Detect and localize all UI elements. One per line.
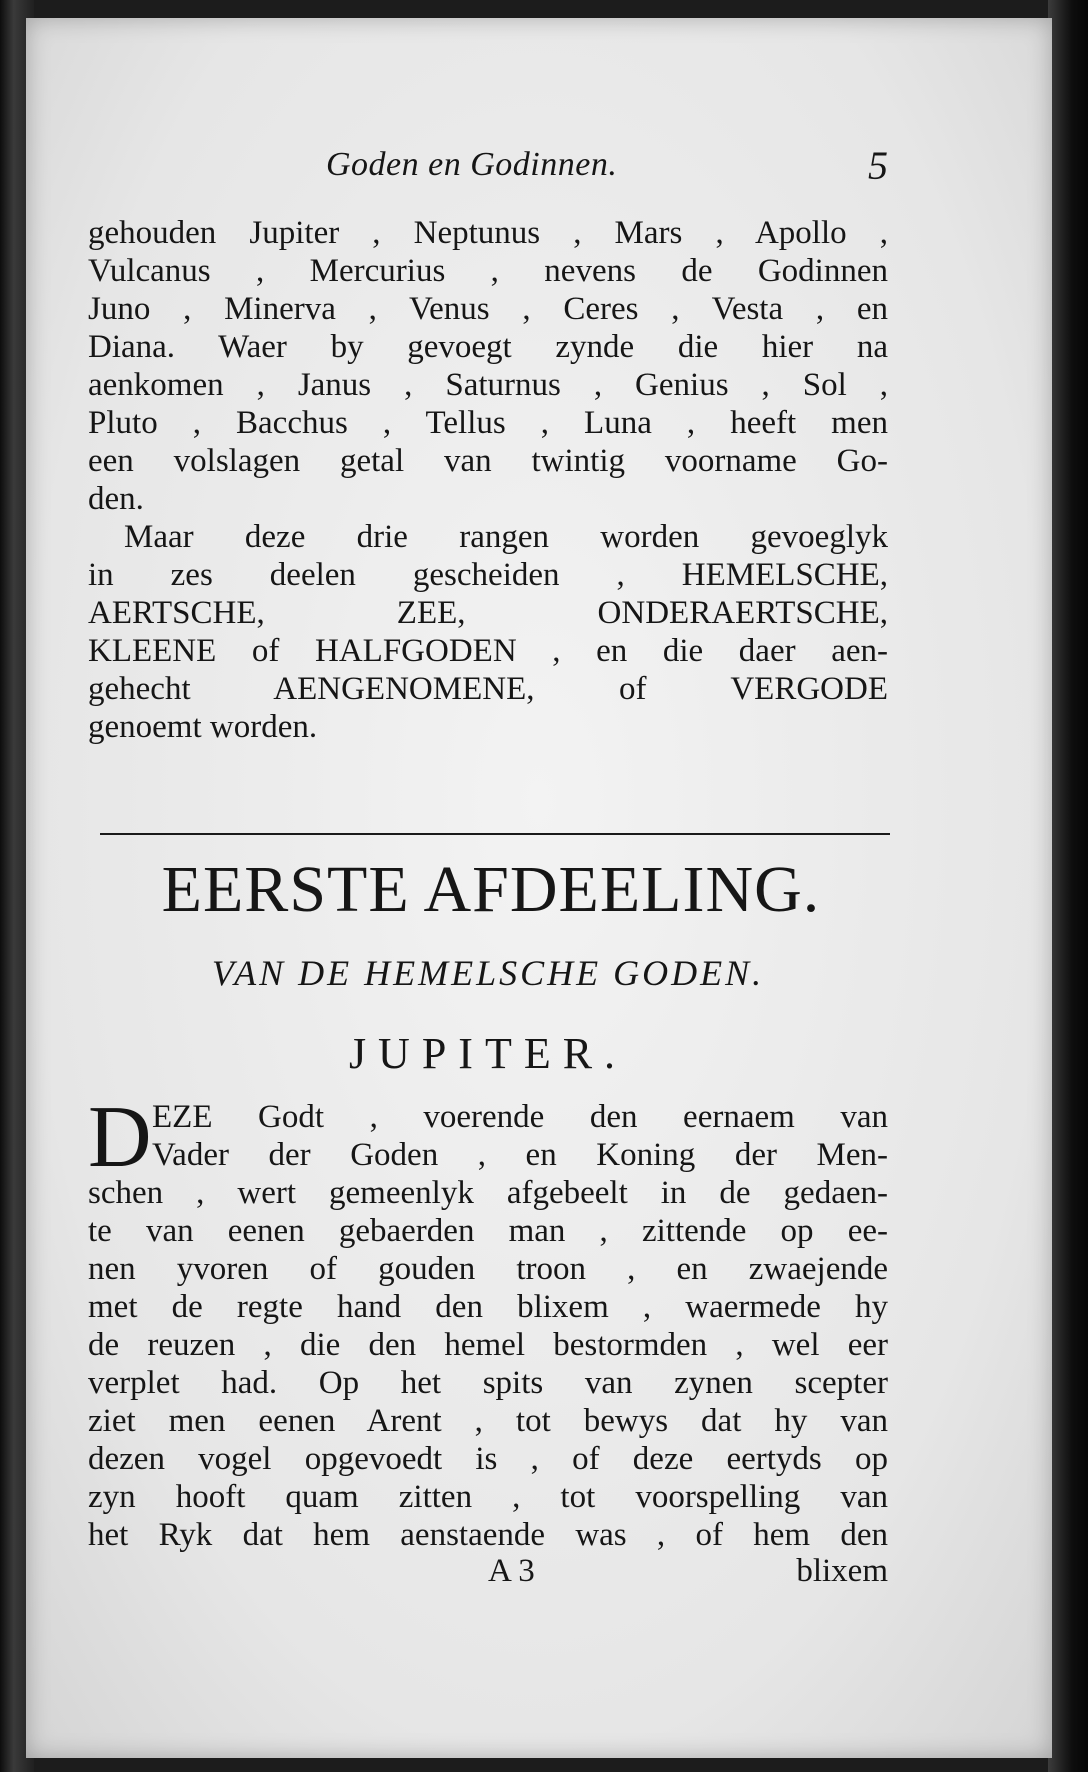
text-line: dezen vogel opgevoedt is , of deze eertyds op (88, 1441, 888, 1477)
book-page (26, 18, 1052, 1758)
text-line: AERTSCHE, ZEE, ONDERAERTSCHE, (88, 595, 888, 631)
text-line: Diana. Waer by gevoegt zynde die hier na (88, 329, 888, 365)
section-subheading: VAN DE HEMELSCHE GODEN. (211, 953, 765, 993)
drop-cap: D (88, 1089, 152, 1186)
paragraph-one (88, 214, 888, 518)
text-line: verplet had. Op het spits van zynen scepter (88, 1365, 888, 1401)
text-line: schen , wert gemeenlyk afgebeelt in de gedaen- (88, 1175, 888, 1211)
text-line: genoemt worden. (88, 709, 318, 745)
text-line: in zes deelen gescheiden , HEMELSCHE, (88, 557, 888, 593)
signature-mark: A 3 (488, 1553, 535, 1589)
text-line: KLEENE of HALFGODEN , en die daer aen- (88, 633, 888, 669)
text-line: de reuzen , die den hemel bestormden , wel eer (88, 1327, 888, 1363)
running-head (88, 143, 888, 188)
text-line: Juno , Minerva , Venus , Ceres , Vesta , en (88, 291, 888, 327)
text-line: Vader der Goden , en Koning der Men- (152, 1137, 888, 1173)
catchword: blixem (796, 1553, 888, 1589)
text-line: gehouden Jupiter , Neptunus , Mars , Apollo , (88, 215, 888, 251)
text-line: gehecht AENGENOMENE, of VERGODE (88, 671, 888, 707)
body-paragraph (88, 1089, 888, 1554)
text-line: te van eenen gebaerden man , zittende op ee- (88, 1213, 888, 1249)
text-line: een volslagen getal van twintig voorname Go- (88, 443, 888, 479)
text-line: Maar deze drie rangen worden gevoeglyk (124, 519, 888, 555)
text-line: den. (88, 481, 144, 517)
text-line: Vulcanus , Mercurius , nevens de Godinnen (88, 253, 888, 289)
text-line: EZE Godt , voerende den eernaem van (152, 1099, 888, 1135)
text-line: met de regte hand den blixem , waermede hy (88, 1289, 888, 1325)
text-line: nen yvoren of gouden troon , en zwaejende (88, 1251, 888, 1287)
text-line: zyn hooft quam zitten , tot voorspelling van (88, 1479, 888, 1515)
text-line: aenkomen , Janus , Saturnus , Genius , Sol , (88, 367, 888, 403)
section-divider (100, 833, 890, 835)
text-line: ziet men eenen Arent , tot bewys dat hy van (88, 1403, 888, 1439)
scan-edge-right (1048, 0, 1088, 1772)
paragraph-two (88, 518, 888, 746)
page-number: 5 (868, 143, 888, 188)
page-footer (88, 1553, 888, 1593)
text-line: Pluto , Bacchus , Tellus , Luna , heeft men (88, 405, 888, 441)
section-heading: EERSTE AFDEELING. (161, 853, 821, 926)
text-line: het Ryk dat hem aenstaende was , of hem den (88, 1517, 888, 1553)
deity-heading: JUPITER. (348, 1029, 628, 1078)
running-title: Goden en Godinnen. (326, 146, 618, 183)
